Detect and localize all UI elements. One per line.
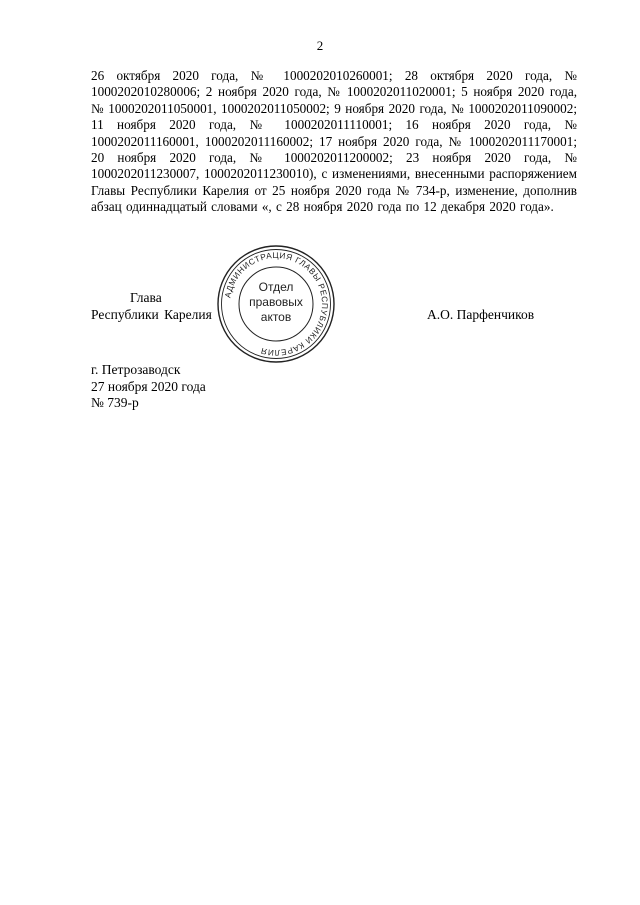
stamp-line-3: актов: [260, 310, 292, 324]
body-paragraph-text: 26 октября 2020 года, № 1000202010260001; 28 октября 2020 года, № 1000202010280006; 2 ноября 2020 года, № 1000202011020001; 5 ноября 2020 года, № 1000202011050001, 1000202011050002; 9 ноября 2020 года, № 1000202011090002; 11 ноября 2020 года, № 1000202011110001; 16 ноября 2020 года, № 1000202011160001, 1000202011160002; 17 ноября 2020 года, № 1000202011170001; 20 ноября 2020 года, № 1000202011200002; 23 ноября 2020 года, № 100020201123000​7, 1000202011230010), с изменениями, внесенными распоряжением Главы Республики Карелия от 25 ноября 2020 года № 734-р, изменение, дополнив абзац одиннадцатый словами «, с 28 ноября 2020 года по 12 декабря 2020 года».: [91, 68, 577, 215]
footer-city: г. Петрозаводск: [91, 362, 181, 377]
signature-name: А.О. Парфенчиков: [427, 307, 535, 322]
stamp-line-1: Отдел: [258, 280, 294, 294]
document-footer: [91, 362, 206, 412]
stamp-line-2: правовых: [249, 295, 303, 309]
page-number: 2: [316, 38, 324, 53]
official-stamp-seal: [215, 243, 337, 365]
footer-date: 27 ноября 2020 года: [91, 378, 206, 394]
signature-title: Глава: [130, 290, 162, 305]
stamp-ring-text: АДМИНИСТРАЦИЯ ГЛАВЫ РЕСПУБЛИКИ КАРЕЛИЯ: [223, 250, 330, 358]
footer-number: № 739-р: [91, 395, 139, 410]
signature-organization: Республики Карелия: [91, 307, 212, 322]
body-paragraph: [91, 68, 577, 216]
